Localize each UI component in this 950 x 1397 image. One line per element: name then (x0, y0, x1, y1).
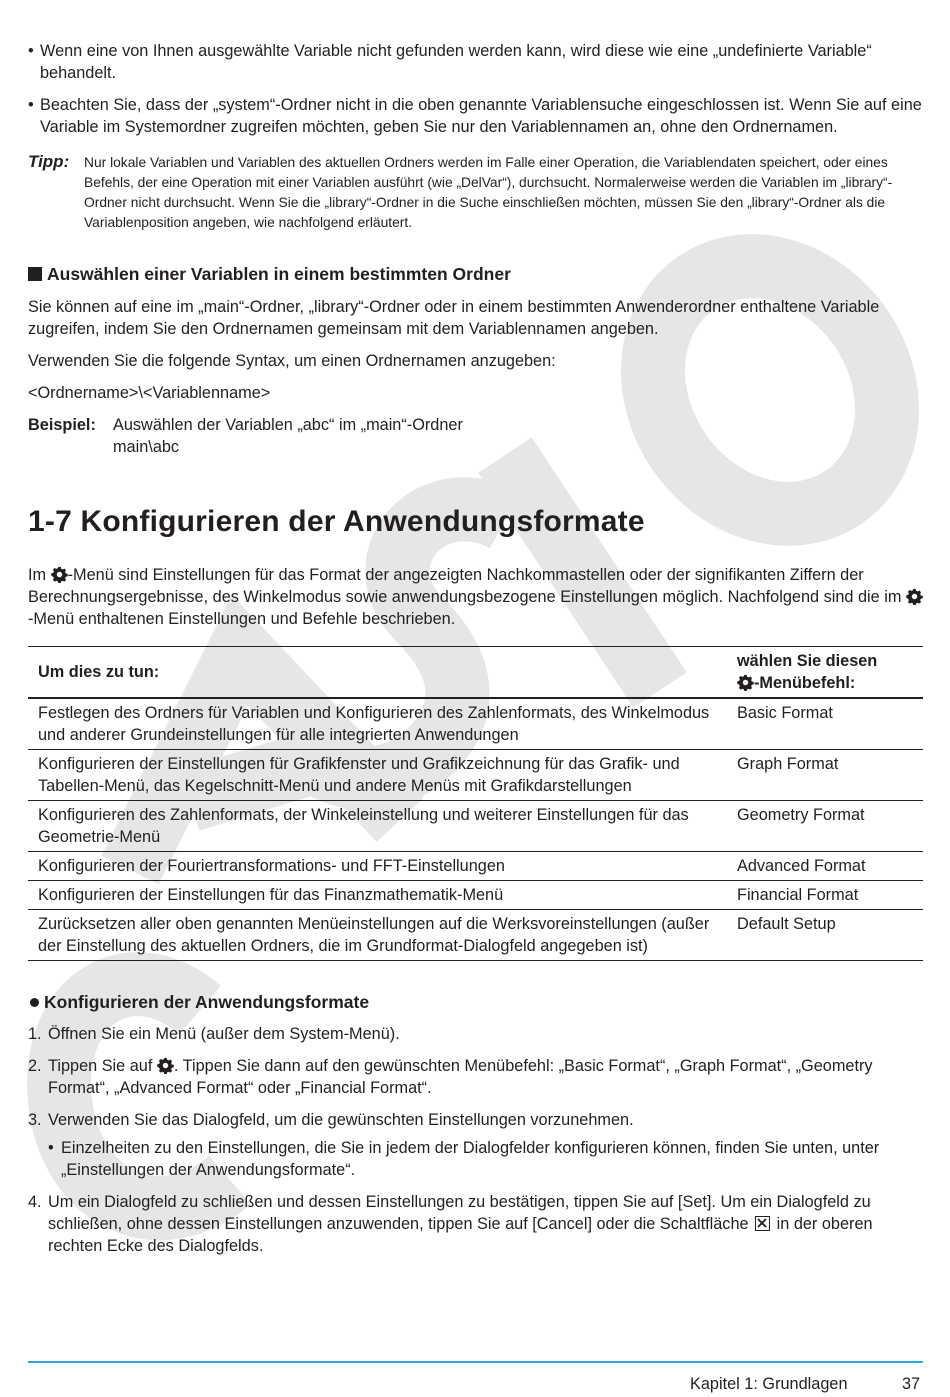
procedure-step-1 (28, 1023, 923, 1045)
close-box-icon (755, 1216, 770, 1231)
procedure-heading-text: Konfigurieren der Anwendungsformate (44, 992, 370, 1012)
table-cell-command: Financial Format (737, 886, 859, 904)
procedure-step-3 (28, 1109, 923, 1181)
table-cell-command: Graph Format (737, 755, 839, 773)
step-text: Um ein Dialogfeld zu schließen und dessen Einstellungen zu bestätigen, tippen Sie auf [Set]. Um ein Dialogfeld zu schließen, ohne dessen Einstellungen anzuwenden, tippen Sie auf [Cancel] oder die Schaltfläche (48, 1193, 871, 1233)
footer-rule (28, 1361, 923, 1363)
step-text: Tippen Sie auf (48, 1057, 157, 1075)
paragraph-folder-access: Sie können auf eine im „main“-Ordner, „library“-Ordner oder in einem bestimmten Anwenderordner enthaltene Variable zugreifen, indem Sie den Ordnernamen gemeinsam mit dem Variablennamen angeben. (28, 298, 880, 338)
step-number: 4. (28, 1193, 42, 1211)
table-header-task: Um dies zu tun: (38, 663, 160, 681)
example-code: main\abc (113, 438, 180, 456)
procedure-heading (28, 991, 923, 1013)
table-header-row (28, 647, 923, 699)
table-row (28, 698, 923, 750)
table-header-command (727, 647, 923, 699)
gear-icon (737, 674, 754, 691)
table-cell-task: Konfigurieren der Einstellungen für das Finanzmathematik-Menü (38, 886, 504, 904)
header-command-line1: wählen Sie diesen (737, 652, 878, 670)
section-heading-text: Auswählen einer Variablen in einem bestimmten Ordner (47, 264, 511, 284)
table-cell-task: Festlegen des Ordners für Variablen und Konfigurieren des Zahlenformats, des Winkelmodus und anderer Grundeinstellungen für alle integrierten Anwendungen (38, 704, 710, 744)
example-block (28, 414, 923, 458)
round-bullet-icon (30, 998, 39, 1007)
step-text: Öffnen Sie ein Menü (außer dem System-Menü). (48, 1025, 400, 1043)
procedure-step-4 (28, 1191, 923, 1257)
chapter-intro (28, 564, 923, 630)
table-cell-command: Basic Format (737, 704, 833, 722)
step-text: Verwenden Sie das Dialogfeld, um die gewünschten Einstellungen vorzunehmen. (48, 1111, 634, 1129)
table-cell-task: Zurücksetzen aller oben genannten Menüeinstellungen auf die Werksvoreinstellungen (außer der Einstellung des aktuellen Ordners, die im Grundformat-Dialogfeld angegeben ist) (38, 915, 710, 955)
square-bullet-icon (28, 267, 42, 281)
format-commands-table (28, 646, 923, 961)
example-description: Auswählen der Variablen „abc“ im „main“-Ordner (113, 416, 463, 434)
gear-icon (157, 1057, 174, 1074)
step-number: 1. (28, 1025, 42, 1043)
table-cell-task: Konfigurieren der Fouriertransformations- und FFT-Einstellungen (38, 857, 505, 875)
note-system-folder: • Beachten Sie, dass der „system“-Ordner nicht in die oben genannte Variablensuche eingeschlossen ist. Wenn Sie auf eine Variable im Systemordner zugreifen möchten, geben Sie nur den Variablennamen an, ohne den Ordnernamen. (28, 94, 923, 138)
intro-text-c: -Menü enthaltenen Einstellungen und Befehle beschrieben. (28, 610, 456, 628)
section-heading-select-variable (28, 263, 923, 285)
step-sub-bullet: • Einzelheiten zu den Einstellungen, die Sie in jedem der Dialogfelder konfigurieren können, finden Sie unten, unter „Einstellungen der Anwendungsformate“. (48, 1137, 923, 1181)
tip-box (28, 152, 923, 233)
step-text: . Tippen Sie dann auf den gewünschten Menübefehl: „Basic Format“, „Graph Format“, „Geometry Format“, „Advanced Format“ oder „Financial Format“. (48, 1057, 873, 1097)
step-text: in der oberen rechten Ecke des Dialogfelds. (48, 1215, 873, 1255)
gear-icon (51, 566, 68, 583)
table-row (28, 910, 923, 961)
gear-icon (906, 588, 923, 605)
tip-label: Tipp: (28, 152, 70, 171)
chapter-title: 1-7 Konfigurieren der Anwendungsformate (28, 505, 645, 538)
step-number: 2. (28, 1057, 42, 1075)
syntax-line: <Ordnername>\<Variablenname> (28, 384, 271, 402)
table-row (28, 750, 923, 801)
page-number: 37 (902, 1375, 921, 1393)
intro-text-a: Im (28, 566, 51, 584)
procedure-step-2 (28, 1055, 923, 1099)
table-cell-command: Default Setup (737, 915, 836, 933)
table-cell-command: Advanced Format (737, 857, 866, 875)
table-cell-task: Konfigurieren des Zahlenformats, der Winkeleinstellung und weiterer Einstellungen für das Geometrie-Menü (38, 806, 689, 846)
table-cell-task: Konfigurieren der Einstellungen für Grafikfenster und Grafikzeichnung für das Grafik- und Tabellen-Menü, das Kegelschnitt-Menü und andere Menüs mit Grafikdarstellungen (38, 755, 680, 795)
footer-chapter: Kapitel 1: Grundlagen (690, 1375, 848, 1393)
table-row (28, 881, 923, 910)
table-cell-command: Geometry Format (737, 806, 865, 824)
header-command-line2: -Menübefehl: (737, 672, 913, 694)
example-body (113, 414, 463, 458)
intro-text-b: -Menü sind Einstellungen für das Format der angezeigten Nachkommastellen oder der signifikanten Ziffern der Berechnungsergebnisse, des Winkelmodus sowie anwendungsbezogene Einstellungen möglich. Nachfolgend sind die im (28, 566, 906, 606)
tip-text: Nur lokale Variablen und Variablen des aktuellen Ordners werden im Falle einer Operation, die Variablendaten speichert, oder eines Befehls, der eine Operation mit einer Variablen ausführt (wie „DelVar“), durchsucht. Normalerweise werden die Variablen im „library“-Ordner nicht durchsucht. Wenn Sie die „library“-Ordner in die Suche einschließen möchten, müssen Sie den „library“-Ordner als die Variablenposition angeben, wie nachfolgend erläutert. (84, 155, 893, 230)
table-row (28, 852, 923, 881)
example-label: Beispiel: (28, 416, 96, 434)
note-undefined-variable: • Wenn eine von Ihnen ausgewählte Variable nicht gefunden werden kann, wird diese wie eine „undefinierte Variable“ behandelt. (28, 40, 923, 84)
table-row (28, 801, 923, 852)
page-content (28, 40, 923, 1267)
paragraph-syntax-intro: Verwenden Sie die folgende Syntax, um einen Ordnernamen anzugeben: (28, 352, 556, 370)
step-number: 3. (28, 1111, 42, 1129)
